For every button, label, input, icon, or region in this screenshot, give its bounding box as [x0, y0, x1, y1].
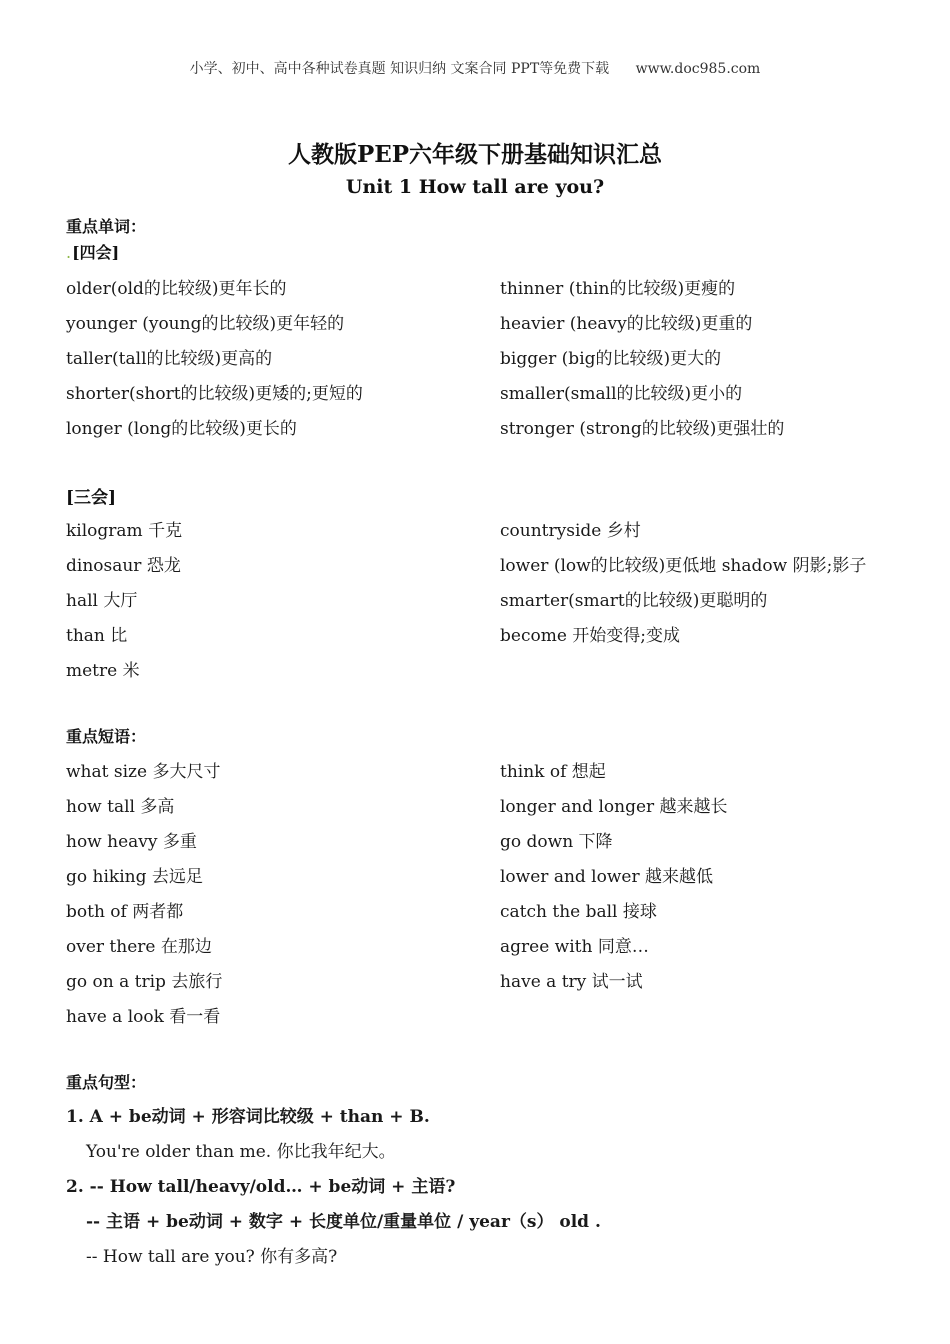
list-item: how heavy 多重	[66, 832, 197, 852]
list-item: dinosaur 恐龙	[66, 556, 181, 576]
list-item: than 比	[66, 626, 128, 646]
list-item: both of 两者都	[66, 902, 184, 922]
list-item: have a try 试一试	[500, 972, 643, 992]
list-item: kilogram 千克	[66, 521, 183, 541]
list-item: smaller(small的比较级)更小的	[500, 384, 743, 404]
list-item: what size 多大尺寸	[66, 762, 221, 782]
document-header	[0, 58, 950, 78]
list-item: over there 在那边	[66, 937, 212, 957]
list-item: bigger (big的比较级)更大的	[500, 349, 722, 369]
list-item: hall 大厅	[66, 591, 138, 611]
list-item: think of 想起	[500, 762, 606, 782]
sentence-pattern-2-answer: -- 主语 + be动词 + 数字 + 长度单位/重量单位 / year（s） old .	[86, 1212, 601, 1232]
sentence-example-1: You're older than me. 你比我年纪大。	[86, 1142, 396, 1162]
list-item: agree with 同意…	[500, 937, 649, 957]
phrases-heading: 重点短语：	[66, 727, 147, 746]
list-item: longer (long的比较级)更长的	[66, 419, 297, 439]
list-item: metre 米	[66, 661, 140, 681]
words-heading: 重点单词：	[66, 217, 147, 236]
four-skill-label: .[四会]	[66, 243, 120, 262]
sentence-example-2: -- How tall are you? 你有多高?	[86, 1247, 338, 1267]
sentence-pattern-1: 1. A + be动词 + 形容词比较级 + than + B.	[66, 1107, 430, 1127]
three-skill-label: [三会]	[66, 488, 117, 508]
list-item: how tall 多高	[66, 797, 175, 817]
list-item: older(old的比较级)更年长的	[66, 279, 287, 299]
list-item: thinner (thin的比较级)更瘦的	[500, 279, 736, 299]
page-title: 人教版PEP六年级下册基础知识汇总	[287, 141, 663, 168]
list-item: lower (low的比较级)更低地 shadow 阴影;影子	[500, 556, 867, 576]
header-url[interactable]: www.doc985.com	[635, 61, 761, 77]
list-item: become 开始变得;变成	[500, 626, 681, 646]
list-item: shorter(short的比较级)更矮的;更短的	[66, 384, 363, 404]
list-item: catch the ball 接球	[500, 902, 657, 922]
sentence-pattern-2: 2. -- How tall/heavy/old… + be动词 + 主语?	[66, 1177, 456, 1197]
list-item: have a look 看一看	[66, 1007, 221, 1027]
mark-dot: .	[66, 243, 72, 262]
list-item: younger (young的比较级)更年轻的	[66, 314, 345, 334]
list-item: go down 下降	[500, 832, 613, 852]
list-item: smarter(smart的比较级)更聪明的	[500, 591, 768, 611]
list-item: stronger (strong的比较级)更强壮的	[500, 419, 785, 439]
list-item: heavier (heavy的比较级)更重的	[500, 314, 753, 334]
sentences-heading: 重点句型：	[66, 1073, 147, 1092]
list-item: lower and lower 越来越低	[500, 867, 713, 887]
list-item: countryside 乡村	[500, 521, 641, 541]
list-item: go on a trip 去旅行	[66, 972, 223, 992]
list-item: longer and longer 越来越长	[500, 797, 728, 817]
header-text: 小学、初中、高中各种试卷真题 知识归纳 文案合同 PPT等免费下载	[189, 61, 610, 77]
list-item: taller(tall的比较级)更高的	[66, 349, 273, 369]
unit-title: Unit 1 How tall are you?	[345, 176, 605, 198]
list-item: go hiking 去远足	[66, 867, 203, 887]
